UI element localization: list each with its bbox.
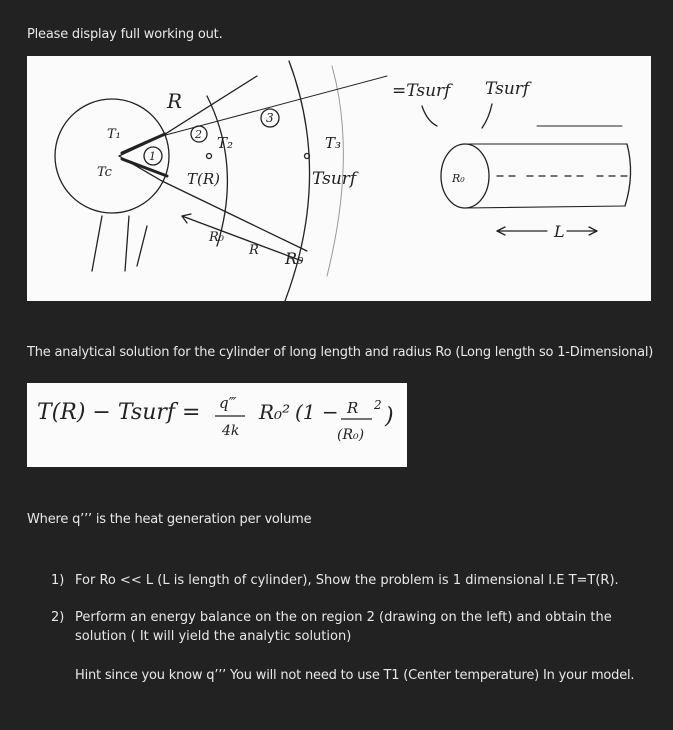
formula-close: ) — [385, 404, 394, 429]
formula-drawing — [27, 383, 407, 467]
questions-list — [51, 571, 650, 664]
formula-frac-num: R — [347, 399, 359, 417]
question-text: For Ro << L (L is length of cylinder), Show the problem is 1 dimensional I.E T=T(R). — [75, 573, 619, 588]
formula-exponent: 2 — [374, 398, 382, 412]
formula-r0-squared: R₀² — [259, 400, 291, 424]
sketch-image — [27, 56, 651, 301]
label-region-2: 2 — [195, 128, 202, 141]
label-r0-arrow: R₀ — [209, 230, 224, 245]
formula-numerator: q‴ — [219, 394, 237, 412]
label-r0-ellipse: R₀ — [452, 172, 465, 185]
question-number: 2) — [51, 610, 65, 625]
formula-lhs: T(R) − Tsurf = — [37, 400, 201, 425]
question-number: 1) — [51, 573, 65, 588]
where-text: Where q’’’ is the heat generation per volume — [27, 512, 312, 527]
label-tc: Tc — [97, 165, 112, 180]
label-region-3: 3 — [266, 111, 274, 125]
hint-text: Hint since you know q’’’ You will not need to use T1 (Center temperature) In your model. — [75, 668, 635, 683]
question-item — [51, 608, 650, 646]
label-tsurf-right-2: Tsurf — [485, 79, 530, 99]
formula-frac-den: (R₀) — [337, 427, 365, 443]
formula-image — [27, 383, 407, 467]
label-t-of-r: T(R) — [187, 170, 221, 188]
label-tsurf-left: Tsurf — [312, 169, 357, 189]
label-t3: T₃ — [325, 134, 342, 152]
label-t1: T₁ — [107, 127, 121, 142]
question-item — [51, 571, 650, 590]
label-region-1: 1 — [149, 150, 156, 163]
cylinder-end-ellipse — [441, 144, 489, 208]
formula-paren-body: (1 − — [295, 400, 339, 424]
question-text: Perform an energy balance on the on region 2 (drawing on the left) and obtain the solution ( It will yield the analytic solution) — [75, 610, 612, 644]
label-r-arrow: R — [249, 243, 259, 258]
label-tsurf-right: =Tsurf — [392, 81, 451, 101]
label-length: L — [554, 222, 565, 241]
label-t2: T₂ — [217, 134, 234, 152]
label-r0-bottom: R₀ — [285, 249, 304, 268]
sketch-drawing — [27, 56, 651, 301]
formula-denominator: 4k — [222, 423, 240, 439]
intro-text: Please display full working out. — [27, 27, 223, 42]
label-r: R — [167, 89, 183, 113]
thick-ray — [122, 134, 165, 153]
analytic-solution-text: The analytical solution for the cylinder of long length and radius Ro (Long length so 1-Dimensional) — [27, 345, 654, 360]
